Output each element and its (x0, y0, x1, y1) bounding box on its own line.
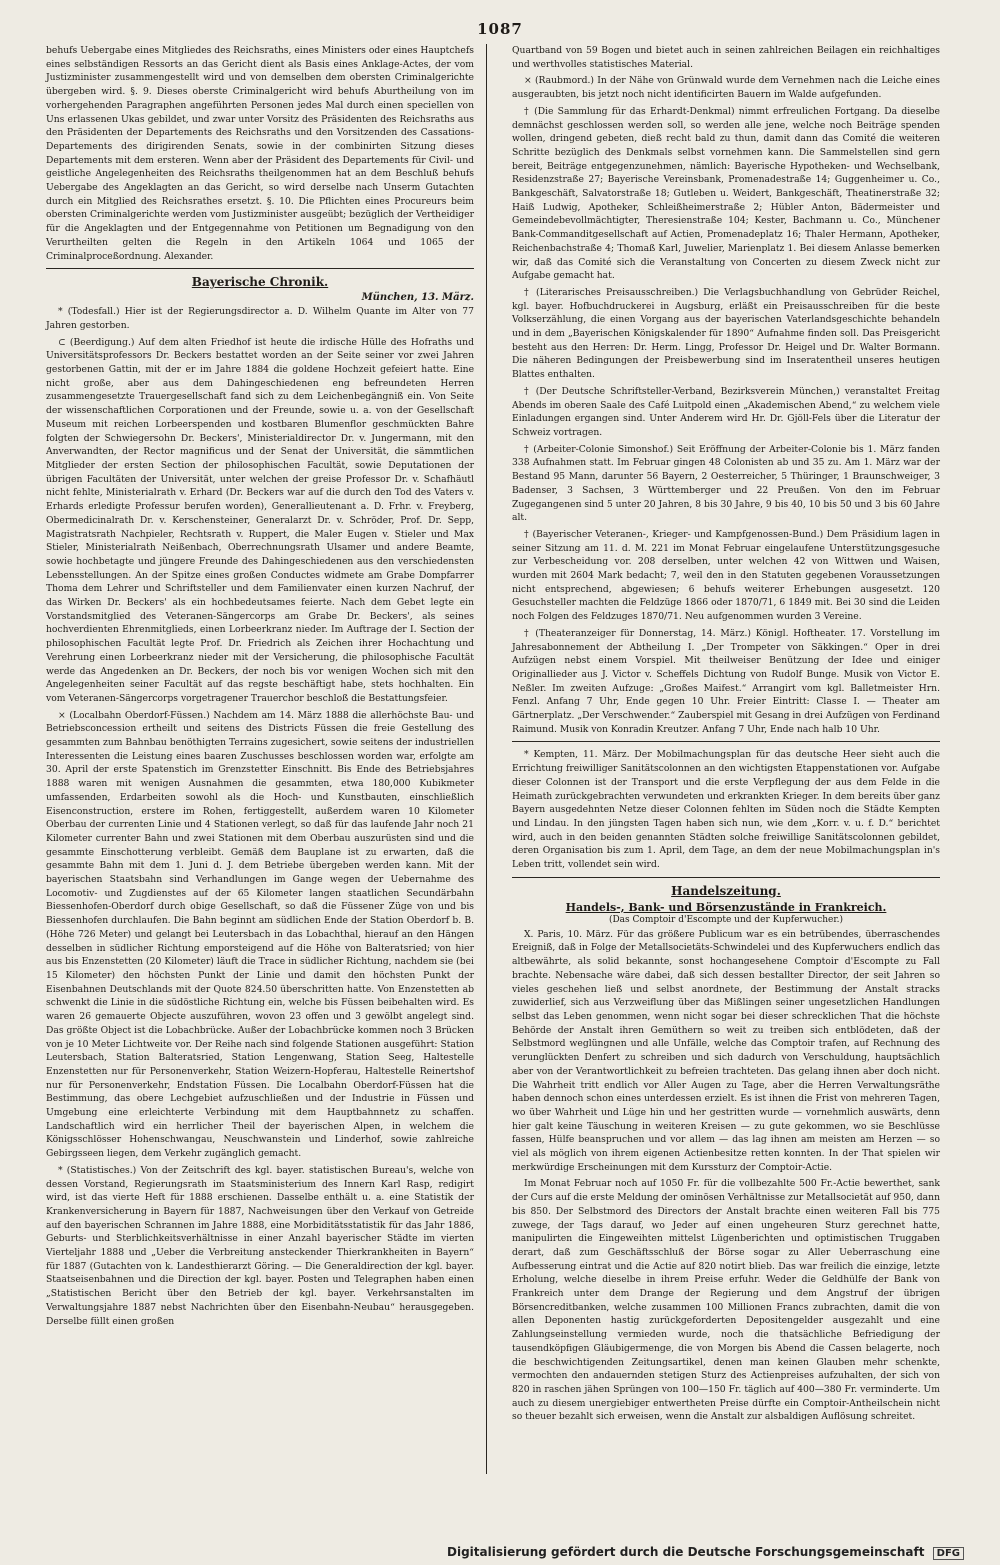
footer-credit (447, 1545, 964, 1560)
news-paragraph: † (Literarisches Preisausschreiben.) Die Verlagsbuchhandlung von Gebrüder Reichel, kgl. bayer. Hofbuchdruckerei in Augsburg, erläßt ein Preisausschreiben für die beste Volkserzählung, die einen Vorgang aus der bayerischen Vaterlandsgeschichte behandeln und in dem „Bayerischen Königskalender für 1890“ Aufnahme finden soll. Das Preisgericht besteht aus den Herren: Dr. Herm. Lingg, Professor Dr. Heigel und Dr. Walter Bormann. Die näheren Bedingungen der Preisbewerbung sind im Inseratentheil unseres heutigen Blattes enthalten. (512, 286, 940, 381)
news-paragraph: ⨯ (Localbahn Oberdorf-Füssen.) Nachdem am 14. März 1888 die allerhöchste Bau- und Betriebsconcession ertheilt und seitens des Districts Füssen die freie Gestellung des gesammten zum Bahnbau benöthigten Terrains zugesichert, sowie seitens der industriellen Interessenten die Leistung eines baaren Zuschusses beschlossen worden war, erfolgte am 30. April der erste Spatenstich im Grenzstetter Einschnitt. Bis Ende des Betriebsjahres 1888 waren mit wenigen Ausnahmen die gesammten, etwa 180,000 Kubikmeter umfassenden, Erdarbeiten sowohl als die Hoch- und Kunstbauten, einschließlich Eisenconstruction, erstere im Rohen, fertiggestellt, außerdem waren 10 Kilometer Oberbau der currenten Linie und 4 Stationen verlegt, so daß für das laufende Jahr noch 21 Kilometer currenter Bahn und zwei Stationen mit dem Oberbau auszurüsten sind und die gesammte Einschotterung verbleibt. Gemäß dem Bauplane ist zu erwarten, daß die gesammte Bahn mit dem 1. Juni d. J. dem Betriebe übergeben werden kann. Mit der bayerischen Staatsbahn sind Verhandlungen im Gange wegen der Uebernahme des Locomotiv- und Zugdienstes auf der 65 Kilometer langen staatlichen Secundärbahn Biessenhofen-Oberdorf durch obige Gesellschaft, so daß die Füssener Züge von und bis Biessenhofen durchlaufen. Die Bahn beginnt am südlichen Ende der Station Oberdorf b. B. (Höhe 726 Meter) und gelangt bei Leutersbach in das Lobachthal, hierauf an den Hängen desselben in südlicher Richtung emporsteigend auf die Höhe von Balteratsried; von hier aus bis Enzenstetten (20 Kilometer) läuft die Trace in südlicher Richtung, nachdem sie (bei 15 Kilometer) den höchsten Punkt der Linie und damit den höchsten Punkt der Eisenbahnen Deutschlands mit der Quote 824.50 überschritten hatte. Von Enzenstetten ab schwenkt die Linie in die südöstliche Richtung ein, welche bis Füssen beibehalten wird. Es waren 26 gemauerte Objecte auszuführen, wovon 23 offen und 3 gewölbt angelegt sind. Das größte Object ist die Lobachbrücke. Außer der Lobachbrücke kommen noch 3 Brücken von je 10 Meter Lichtweite vor. Der Reihe nach sind folgende Stationen ausgeführt: Station Leutersbach, Station Balteratsried, Station Lengenwang, Station Seeg, Haltestelle Enzenstetten nur für Personenverkehr, Station Weizern-Hopferau, Haltestelle Reinertshof nur für Personenverkehr, Endstation Füssen. Die Localbahn Oberdorf-Füssen hat die Bestimmung, das obere Lechgebiet aufzuschließen und der Industrie in Füssen und Umgebung eine erleichterte Verbindung mit dem Hauptbahnnetz zu schaffen. Landschaftlich wird ein herrlicher Theil der bayerischen Alpen, in welchem die Königsschlösser Hohenschwangau, Neuschwanstein und Linderhof, sowie zahlreiche Gebirgsseen liegen, dem Verkehr zugänglich gemacht. (46, 709, 474, 1160)
news-paragraph: † (Die Sammlung für das Erhardt-Denkmal) nimmt erfreulichen Fortgang. Da dieselbe demnächst geschlossen werden soll, so werden alle jene, welche noch Beiträge spenden wollen, dringend gebeten, dieß recht bald zu thun, damit dann das Comité die weiteren Schritte bezüglich des Denkmals selbst vornehmen kann. Die Sammelstellen sind gern bereit, Beiträge entgegenzunehmen, nämlich: Bayerische Hypotheken- und Wechselbank, Residenzstraße 27; Bayerische Vereinsbank, Promenadestraße 14; Guggenheimer u. Co., Bankgeschäft, Salvatorstraße 18; Gutleben u. Weidert, Bankgeschäft, Theatinerstraße 32; Haiß Ludwig, Apotheker, Schleißheimerstraße 2; Hübler Anton, Bädermeister und Gemeindebevollmächtigter, Theresienstraße 104; Kester, Bachmann u. Co., Münchener Bank-Commanditgesellschaft auf Actien, Promenadeplatz 16; Thaler Hermann, Apotheker, Reichenbachstraße 4; Thomaß Karl, Juwelier, Marienplatz 1. Bei diesem Anlasse bemerken wir, daß das Comité sich die Veranstaltung von Concerten zu diesem Zweck nicht zur Aufgabe gemacht hat. (512, 105, 940, 282)
section-divider (512, 741, 940, 742)
dateline: München, 13. März. (361, 292, 474, 304)
news-paragraph: * (Todesfall.) Hier ist der Regierungsdirector a. D. Wilhelm Quante im Alter von 77 Jahren gestorben. (46, 306, 474, 331)
news-paragraph: ⊂ (Beerdigung.) Auf dem alten Friedhof ist heute die irdische Hülle des Hofraths und Universitätsprofessors Dr. Beckers bestattet worden an der Seite seiner vor zwei Jahren gestorbenen Gattin, mit der er im Jahre 1884 die goldene Hochzeit gefeiert hatte. Eine nicht große, aber aus dem Dahingeschiedenen eng befreundeten Herren zusammengesetzte Trauergesellschaft fand sich zu dem Leichenbegängniß ein. Von Seite der wissenschaftlichen Corporationen und der Freunde, sowie u. a. von der Gesellschaft Museum mit reichen Lorbeerspenden und kostbaren Blumenflor geschmückten Bahre folgten der Schwiegersohn Dr. Beckers', Ministerialdirector Dr. v. Jungermann, mit den Anverwandten, der Rector magnificus und der Senat der Universität, die sämmtlichen Mitglieder der ersten Section der philosophischen Facultät, sowie Deputationen der übrigen Facultäten der Universität, unter welchen der greise Professor Dr. v. Schafhäutl nicht fehlte, Ministerialrath v. Erhard (Dr. Beckers war auf die durch den Tod des Vaters v. Erhards erledigte Professur berufen worden), Generallieutenant a. D. Frhr. v. Freyberg, Obermedicinalrath Dr. v. Kerschensteiner, Generalarzt Dr. v. Schröder, Prof. Dr. Sepp, Magistratsrath Nachpieler, Rechtsrath v. Ruppert, die Maler Eugen v. Stieler und Max Stieler, Ministerialrath Neißenbach, Oberrechnungsrath Ulsamer und andere Beamte, sowie hochbetagte und jüngere Freunde des Dahingeschiedenen aus den verschiedensten Lebensstellungen. An der Spitze eines großen Conductes widmete am Grabe Dompfarrer Thoma dem Lehrer und Schriftsteller und dem Familienvater einen kurzen Nachruf, der das Wirken Dr. Beckers' als ein hochbedeutsames feierte. Nach dem Gebet legte ein Vorstandsmitglied des Veteranen-Sängercorps am Grabe Dr. Beckers', als seines hochverdienten Ehrenmitglieds, einen Lorbeerkranz nieder. Im Auftrage der I. Section der philosophischen Facultät legte Prof. Dr. Friedrich als Zeichen ihrer Hochachtung und Verehrung einen Lorbeerkranz nieder mit der Versicherung, die philosophische Facultät werde das Angedenken an Dr. Beckers, der noch bis vor wenigen Wochen sich mit den Angelegenheiten seiner Facultät auf das regste beschäftigt habe, stets hochhalten. Ein vom Veteranen-Sängercorps vorgetragener Trauerchor beschloß die Bestattungsfeier. (46, 336, 474, 704)
news-paragraph: Quartband von 59 Bogen und bietet auch in seinen zahlreichen Beilagen ein reichhaltiges und werthvolles statistisches Material. (512, 45, 940, 70)
kempten-paragraph: * Kempten, 11. März. Der Mobilmachungsplan für das deutsche Heer sieht auch die Errichtung freiwilliger Sanitätscolonnen an den wichtigsten Etappenstationen vor. Aufgabe dieser Colonnen ist der Transport und die erste Verpflegung der aus dem Felde in die Heimath zurückgebrachten verwundeten und erkrankten Krieger. In dem bereits über ganz Bayern ausgedehnten Netze dieser Colonnen fehlten im Süden noch die Städte Kempten und Lindau. In den jüngsten Tagen haben sich nun, wie dem „Korr. v. u. f. D.“ berichtet wird, auch in den beiden genannten Städten solche freiwillige Sanitätscolonnen gebildet, deren Organisation bis zum 1. April, dem Tage, an dem der neue Mobilmachungsplan in's Leben tritt, vollendet sein wird. (512, 749, 941, 871)
intro-paragraph: behufs Uebergabe eines Mitgliedes des Reichsraths, eines Ministers oder eines Hauptchefs eines selbständigen Ressorts an das Gericht dient als Basis eines Anklage-Actes, der vom Justizminister zusammengestellt wird und von demselben dem obersten Criminalgerichte übergeben wird. §. 9. Dieses oberste Criminalgericht wird behufs Aburtheilung von im vorhergehenden Paragraphen angeführten Personen jedes Mal durch einen speciellen von Uns erlassenen Ukas gebildet, und zwar unter Vorsitz des Präsidenten des Reichsraths aus den Präsidenten der Departements des Reichsraths und den Vorsitzenden des Cassations-Departements des dirigirenden Senats, sowie in der combinirten Sitzung dieses Departements mit dem ersteren. Wenn aber der Präsident des Departements für Civil- und geistliche Angelegenheiten des Reichsraths theilgenommen hat an dem Beschluß behufs Uebergabe des Angeklagten an das Gericht, so wird derselbe nach Unserm Gutachten durch ein Mitglied des Reichsrathes ersetzt. §. 10. Die Pflichten eines Procureurs beim obersten Criminalgerichte werden vom Justizminister ausgeübt; bezüglich der Vertheidiger für die Angeklagten und der Entgegennahme von Petitionen um Begnadigung von den Verurtheilten gelten die Regeln in den Artikeln 1064 und 1065 der Criminalproceßordnung. Alexander. (46, 45, 474, 262)
footer-bar (0, 1543, 1000, 1565)
handel-paragraph: Im Monat Februar noch auf 1050 Fr. für die vollbezahlte 500 Fr.-Actie bewerthet, sank der Curs auf die erste Meldung der ominösen Verhältnisse zur Metallsocietät auf 950, dann bis 850. Der Selbstmord des Directors der Anstalt brachte einen weiteren Fall bis 775 zuwege, der Tags darauf, wo Jeder auf einen ungeheuren Sturz gerechnet hatte, manipulirten die Eingeweihten mittelst Lügenberichten und optimistischen Truggaben derart, daß zum Geschäftsschluß der Börse sogar zu Aller Ueberraschung eine Aufbesserung eintrat und die Actie auf 820 notirt blieb. Das war freilich die einzige, letzte Erholung, welche dieselbe in ihrem Preise erfuhr. Weder die Geldhülfe der Bank von Frankreich unter dem Drange der Regierung und dem Angstruf der übrigen Börsencreditbanken, welche zusammen 100 Millionen Francs zubrachten, damit die von allen Deponenten hastig zurückgeforderten Depositengelder ausgezahlt und eine Zahlungseinstellung vermieden wurde, noch die thatsächliche Befriedigung der tausendköpfigen Gläubigermenge, die von Morgen bis Abend die Cassen belagerte, noch die beschwichtigenden Zeitungsartikel, denen man keinen Glauben mehr schenkte, vermochten den andauernden stetigen Sturz des Actienpreises aufzuhalten, der sich von 820 in raschen jähen Sprüngen von 100—150 Fr. täglich auf 400—380 Fr. verminderte. Um auch zu diesem unergiebiger entwertheten Preise dürfte ein Comptoir-Antheilschein nicht so theuer bezahlt sich erweisen, wenn die Anstalt zur alsbaldigen Auflösung schreitet. (512, 1178, 940, 1423)
dfg-logo: DFG (933, 1547, 964, 1560)
news-paragraph: † (Arbeiter-Colonie Simonshof.) Seit Eröffnung der Arbeiter-Colonie bis 1. März fanden 338 Aufnahmen statt. Im Februar gingen 48 Colonisten ab und 35 zu. Am 1. März war der Bestand 95 Mann, darunter 56 Bayern, 2 Oesterreicher, 5 Thüringer, 1 Braunschweiger, 3 Badenser, 3 Sachsen, 3 Württemberger und 22 Preußen. Von den im Februar Zugegangenen sind 5 unter 20 Jahren, 8 bis 30 Jahre, 9 bis 40, 10 bis 50 und 3 bis 60 Jahre alt. (512, 443, 940, 524)
news-paragraph: † (Bayerischer Veteranen-, Krieger- und Kampfgenossen-Bund.) Dem Präsidium lagen in seiner Sitzung am 11. d. M. 221 im Monat Februar eingelaufene Unterstützungsgesuche zur Verbescheidung vor. 208 derselben, unter welchen 42 von Wittwen und Waisen, wurden mit 2604 Mark bedacht; 7, weil den in den Statuten gegebenen Voraussetzungen nicht entsprechend, abgewiesen; 6 behufs weiterer Erhebungen ausgesetzt. 120 Gesuchsteller machten die Feldzüge 1866 oder 1870/71, 6 1849 mit. Bei 30 sind die Leiden noch Folgen des Feldzuges 1870/71. Neu aufgenommen wurden 3 Vereine. (512, 528, 940, 623)
left-column (46, 44, 474, 1331)
column-divider (486, 44, 487, 1474)
handel-paragraph: X. Paris, 10. März. Für das größere Publicum war es ein betrübendes, überraschendes Ereigniß, daß in Folge der Metallsocietäts-Schwindelei und des Kupferwuchers endlich das altbewährte, als solid bekannte, sonst hochangesehene Comptoir d'Escompte zu Fall brachte. Nebensache wäre dabei, daß sich dessen bestallter Director, der seit Jahren so vieles geschehen ließ und selbst anordnete, der Bestimmung der Anstalt stracks zuwiderlief, sich aus Verzweiflung über das Mißlingen seiner ungesetzlichen Handlungen selbst das Leben genommen, wenn nicht sogar bei dieser schrecklichen That die höchste Behörde der Anstalt ihren Gemüthern so weit zu treiben sich entblödeten, daß der Selbstmord weglüngnen und alle Unfälle, welche das Comptoir trafen, auf Rechnung des verunglückten Denfert zu schreiben und sich dadurch von Verschuldung, hauptsächlich aber von der Verantwortlichkeit zu befreien trachteten. Das gelang ihnen aber doch nicht. Die Wahrheit tritt endlich vor Aller Augen zu Tage, aber die Herren Verwaltungsräthe haben dennoch schon eines unterdessen erzielt. Es ist ihnen die Frist von mehreren Tagen, wo über Wahrheit und Lüge hin und her gestritten wurde — vornehmlich auswärts, denn hier galt keine Täuschung in weiteren Kreisen — zu gute gekommen, wo sie Beschlüsse fassen, Hülfe beanspruchen und vor allem — das lag ihnen am meisten am Herzen — so viel als möglich von ihrem eigenen Actienbesitze retten konnten. In der That spielen wir merkwürdige Erscheinungen mit dem Kurssturz der Comptoir-Actie. (512, 928, 940, 1173)
chronik-heading: Bayerische Chronik. (191, 275, 329, 290)
handel-subheading: Handels-, Bank- und Börsenzustände in Frankreich. (565, 900, 887, 914)
news-paragraph: † (Theateranzeiger für Donnerstag, 14. März.) Königl. Hoftheater. 17. Vorstellung im Jahresabonnement der Abtheilung I. „Der Trompeter von Säkkingen.“ Oper in drei Aufzügen nebst einem Vorspiel. Mit theilweiser Benützung der Idee und einiger Originallieder aus J. Victor v. Scheffels Dichtung von Rudolf Bunge. Musik von Victor E. Neßler. Im zweiten Aufzuge: „Großes Maifest.“ Arrangirt vom kgl. Balletmeister Hrn. Fenzl. Anfang 7 Uhr, Ende gegen 10 Uhr. Freier Eintritt: Classe I. — Theater am Gärtnerplatz. „Der Verschwender.“ Zauberspiel mit Gesang in drei Aufzügen von Ferdinand Raimund. Musik von Konradin Kreutzer. Anfang 7 Uhr, Ende nach halb 10 Uhr. (512, 627, 940, 735)
page-number: 1087 (477, 20, 523, 38)
handel-heading: Handelszeitung. (671, 883, 781, 898)
news-paragraph: ⨯ (Raubmord.) In der Nähe von Grünwald wurde dem Vernehmen nach die Leiche eines ausgeraubten, bis jetzt noch nicht identificirten Bauern im Walde aufgefunden. (512, 75, 940, 101)
footer-text: Digitalisierung gefördert durch die Deutsche Forschungsgemeinschaft (447, 1545, 925, 1559)
news-paragraph: * (Statistisches.) Von der Zeitschrift des kgl. bayer. statistischen Bureau's, welche von dessen Vorstand, Regierungsrath im Staatsministerium des Innern Karl Rasp, redigirt wird, ist das vierte Heft für 1888 erschienen. Dasselbe enthält u. a. eine Statistik der Krankenversicherung in Bayern für 1887, Nachweisungen über den Verkauf von Getreide auf den bayerischen Schrannen im Jahre 1888, eine Morbiditätsstatistik für das Jahr 1886, Geburts- und Sterblichkeitsverhältnisse in einer Anzahl bayerischer Städte im vierten Vierteljahr 1888 und „Ueber die Verbreitung ansteckender Thierkrankheiten in Bayern“ für 1887 (Gutachten von k. Landesthierarzt Göring. — Die Generaldirection der kgl. bayer. Staatseisenbahnen und die Direction der kgl. bayer. Posten und Telegraphen haben einen „Statistischen Bericht über den Betrieb der kgl. bayer. Verkehrsanstalten im Verwaltungsjahre 1887 nebst Nachrichten über den Eisenbahn-Neubau“ herausgegeben. Derselbe füllt einen großen (46, 1164, 474, 1327)
section-divider (46, 268, 474, 269)
news-paragraph: † (Der Deutsche Schriftsteller-Verband, Bezirksverein München,) veranstaltet Freitag Abends im oberen Saale des Café Luitpold einen „Akademischen Abend,“ zu welchem viele Einladungen ergangen sind. Unter Anderem wird Hr. Dr. Gjöll-Fels über die Literatur der Schweiz vortragen. (512, 385, 940, 438)
handel-subnote: (Das Comptoir d'Escompte und der Kupferwucher.) (608, 914, 844, 925)
section-divider (512, 877, 940, 878)
right-column (512, 44, 940, 1427)
